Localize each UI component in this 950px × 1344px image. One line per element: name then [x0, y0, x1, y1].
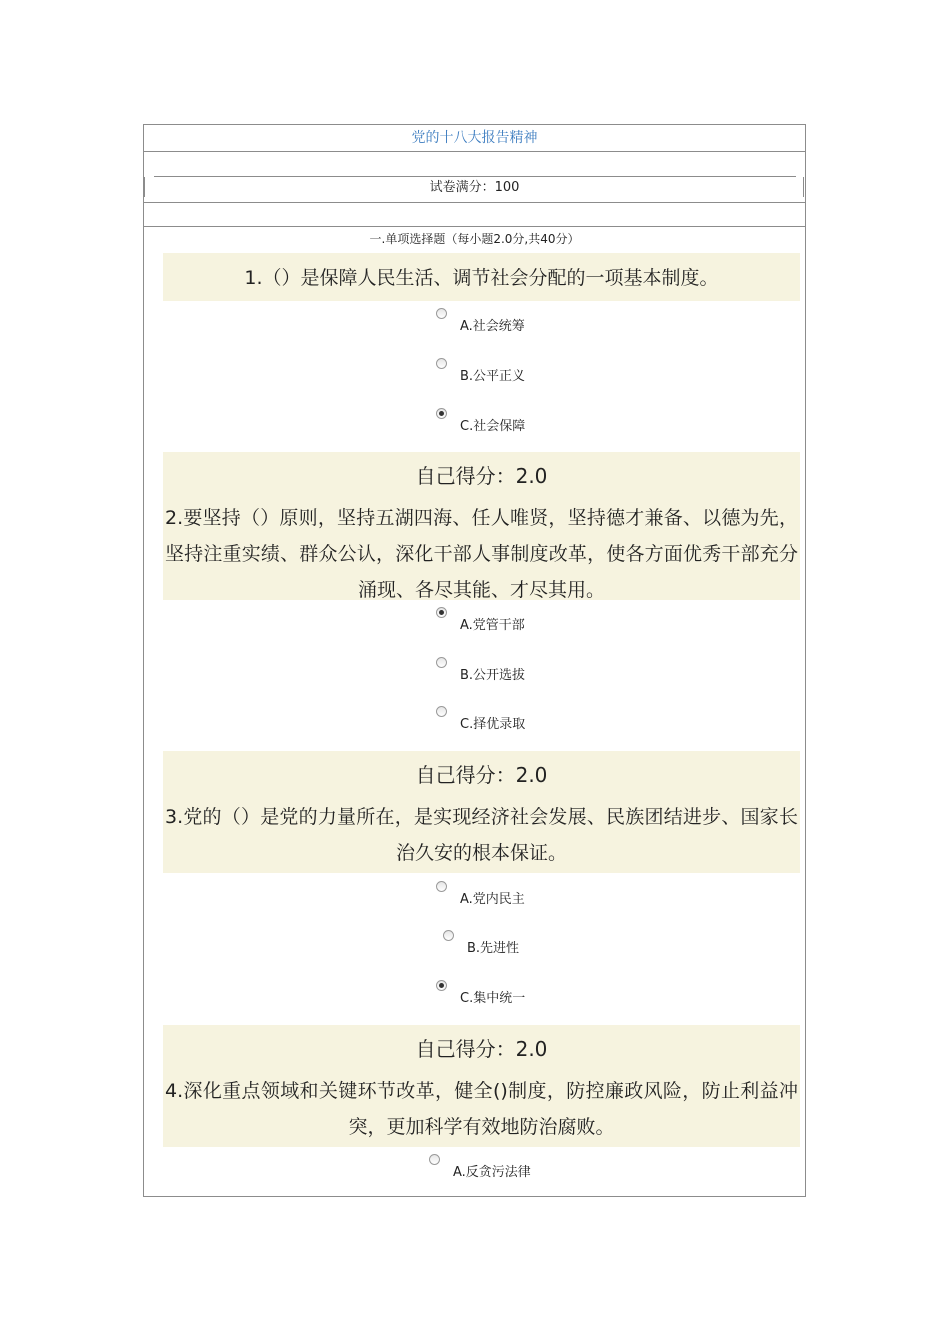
option-label: A.社会统筹 — [460, 319, 525, 334]
question-1 — [163, 253, 800, 301]
radio-button[interactable] — [436, 881, 447, 892]
radio-button[interactable] — [436, 657, 447, 668]
radio-button[interactable] — [436, 980, 447, 991]
option-label: A.党内民主 — [460, 892, 525, 907]
option-label: B.先进性 — [467, 941, 520, 956]
question-text: 3.党的（）是党的力量所在，是实现经济社会发展、民族团结进步、国家长治久安的根本保证。 — [165, 806, 798, 864]
question-text: 2.要坚持（）原则，坚持五湖四海、任人唯贤，坚持德才兼备、以德为先，坚持注重实绩、群众公认，深化干部人事制度改革，使各方面优秀干部充分涌现、各尽其能、才尽其用。 — [165, 507, 798, 601]
divider — [144, 226, 805, 227]
own-score: 自己得分：2.0 — [415, 1037, 548, 1061]
radio-button[interactable] — [436, 706, 447, 717]
option-label: A.党管干部 — [460, 618, 525, 633]
radio-button[interactable] — [436, 308, 447, 319]
radio-button[interactable] — [436, 607, 447, 618]
section-title: 一.单项选择题（每小题2.0分,共40分） — [369, 232, 580, 246]
radio-button[interactable] — [429, 1154, 440, 1165]
divider — [154, 176, 796, 177]
question-text: 1.（）是保障人民生活、调节社会分配的一项基本制度。 — [244, 267, 719, 289]
radio-button[interactable] — [436, 358, 447, 369]
exam-title: 党的十八大报告精神 — [144, 125, 805, 152]
option-label: C.择优录取 — [460, 717, 526, 732]
own-score: 自己得分：2.0 — [415, 763, 548, 787]
question-text: 4.深化重点领域和关键环节改革，健全()制度，防控廉政风险，防止利益冲突，更加科学有效地防治腐败。 — [165, 1080, 798, 1138]
exam-frame — [143, 124, 806, 1197]
question-4 — [163, 1025, 800, 1147]
radio-button[interactable] — [436, 408, 447, 419]
question-3 — [163, 751, 800, 873]
radio-button[interactable] — [443, 930, 454, 941]
own-score: 自己得分：2.0 — [415, 464, 548, 488]
option-label: B.公开选拔 — [460, 668, 526, 683]
full-score: 试卷满分：100 — [429, 180, 520, 195]
question-2 — [163, 452, 800, 600]
option-label: B.公平正义 — [460, 369, 526, 384]
option-label: C.集中统一 — [460, 991, 526, 1006]
divider — [144, 202, 805, 203]
option-label: C.社会保障 — [460, 419, 526, 434]
option-label: A.反贪污法律 — [453, 1165, 531, 1180]
